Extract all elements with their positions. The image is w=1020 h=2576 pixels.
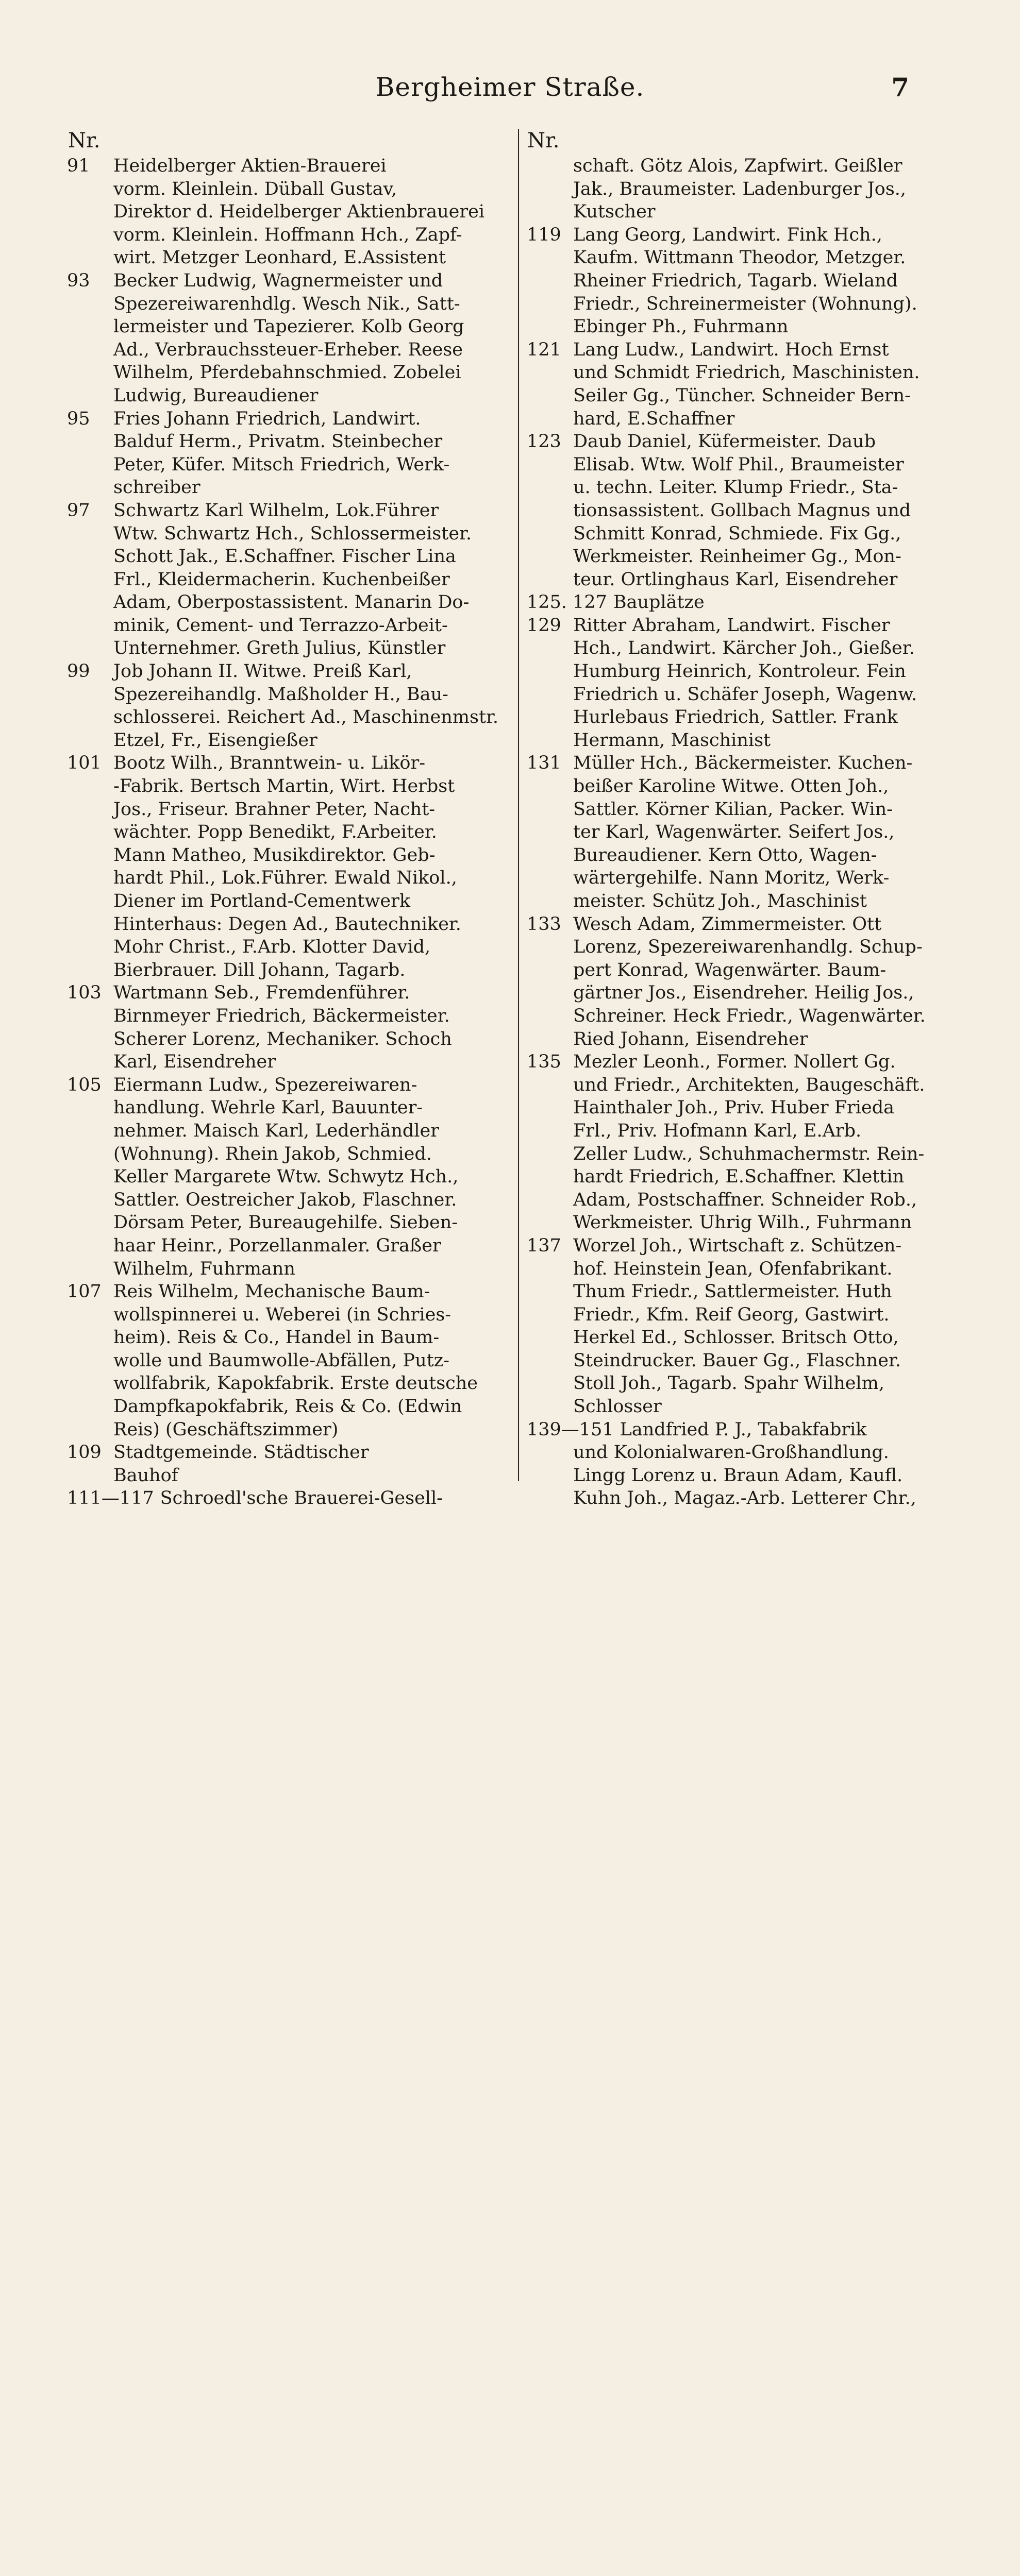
entry-line: vorm. Kleinlein. Hoffmann Hch., Zapf-	[113, 224, 462, 245]
entry-line: Lang Georg, Landwirt. Fink Hch.,	[573, 224, 882, 245]
entry-line: Schwartz Karl Wilhelm, Lok.Führer	[113, 500, 439, 521]
page-header	[0, 0, 1020, 134]
entry-line: Bauhof	[113, 1465, 178, 1486]
address-entry	[67, 1487, 510, 1510]
house-number: 93	[67, 270, 90, 291]
address-entry	[67, 499, 510, 660]
entry-line: Peter, Küfer. Mitsch Friedrich, Werk-	[113, 454, 450, 475]
entry-line: hardt Phil., Lok.Führer. Ewald Nikol.,	[113, 868, 457, 889]
address-entry	[527, 913, 960, 1051]
entry-line: Friedrich u. Schäfer Joseph, Wagenw.	[573, 684, 917, 705]
entry-line: Kuhn Joh., Magaz.-Arb. Letterer Chr.,	[573, 1488, 916, 1509]
entry-line: Frl., Priv. Hofmann Karl, E.Arb.	[573, 1120, 862, 1141]
entry-line: Bureaudiener. Kern Otto, Wagen-	[573, 844, 877, 866]
house-number: 105	[67, 1074, 102, 1095]
entry-line: schreiber	[113, 477, 200, 498]
column-divider	[518, 129, 519, 1481]
entry-line: Bootz Wilh., Branntwein- u. Likör-	[113, 753, 426, 774]
entry-line: wärtergehilfe. Nann Moritz, Werk-	[573, 868, 890, 889]
entry-line: Hch., Landwirt. Kärcher Joh., Gießer.	[573, 638, 915, 659]
entry-line: (Wohnung). Rhein Jakob, Schmied.	[113, 1143, 432, 1164]
entry-line: Jak., Braumeister. Ladenburger Jos.,	[573, 178, 907, 199]
entry-line: tionsassistent. Gollbach Magnus und	[573, 500, 911, 521]
entry-line: Kutscher	[573, 201, 656, 223]
entry-line: Worzel Joh., Wirtschaft z. Schützen-	[573, 1235, 902, 1256]
house-number: 123	[527, 431, 561, 452]
entry-line: Heidelberger Aktien-Brauerei	[113, 156, 387, 176]
entry-line: wollfabrik, Kapokfabrik. Erste deutsche	[113, 1373, 478, 1394]
entry-line: und Kolonialwaren-Großhandlung.	[573, 1442, 889, 1463]
entry-line: Diener im Portland-Cementwerk	[113, 891, 411, 911]
entry-line: und Schmidt Friedrich, Maschinisten.	[573, 362, 920, 383]
entry-line: Seiler Gg., Tüncher. Schneider Bern-	[573, 385, 911, 406]
entry-line: minik, Cement- und Terrazzo-Arbeit-	[113, 615, 448, 636]
entry-line: Rheiner Friedrich, Tagarb. Wieland	[573, 270, 898, 291]
entry-line: Zeller Ludw., Schuhmachermstr. Rein-	[573, 1143, 925, 1164]
entry-line: hard, E.Schaffner	[573, 408, 735, 429]
entry-line: Job Johann II. Witwe. Preiß Karl,	[113, 661, 412, 682]
entry-line: Werkmeister. Uhrig Wilh., Fuhrmann	[573, 1212, 912, 1233]
entry-line: Dörsam Peter, Bureaugehilfe. Sieben-	[113, 1212, 458, 1233]
house-number: 101	[67, 753, 102, 774]
entry-line: Bauplätze	[613, 592, 705, 613]
entry-line: pert Konrad, Wagenwärter. Baum-	[573, 959, 887, 980]
entry-line: Jos., Friseur. Brahner Peter, Nacht-	[113, 799, 436, 820]
entry-line: Spezereihandlg. Maßholder H., Bau-	[113, 684, 448, 705]
left-column-label: Nr.	[68, 129, 101, 152]
page-footer	[0, 1645, 1020, 1704]
entry-line: Ludwig, Bureaudiener	[113, 385, 319, 406]
address-entry	[67, 981, 510, 1073]
address-entry	[527, 591, 960, 614]
entry-line: Etzel, Fr., Eisengießer	[113, 730, 317, 751]
right-column	[527, 155, 960, 1510]
entry-line: Landfried P. J., Tabakfabrik	[620, 1419, 867, 1440]
entry-line: Schott Jak., E.Schaffner. Fischer Lina	[113, 546, 456, 567]
entry-line: Hainthaler Joh., Priv. Huber Frieda	[573, 1097, 894, 1118]
entry-line: Sattler. Oestreicher Jakob, Flaschner.	[113, 1189, 457, 1210]
address-entry	[527, 155, 960, 224]
entry-line: handlung. Wehrle Karl, Bauunter-	[113, 1097, 423, 1118]
house-number: 111—117	[67, 1488, 154, 1509]
entry-line: schlosserei. Reichert Ad., Maschinenmstr.	[113, 707, 499, 728]
entry-line: hardt Friedrich, E.Schaffner. Klettin	[573, 1166, 905, 1188]
entry-line: Friedr., Schreinermeister (Wohnung).	[573, 293, 917, 314]
entry-line: Schreiner. Heck Friedr., Wagenwärter.	[573, 1005, 926, 1026]
entry-line: Lang Ludw., Landwirt. Hoch Ernst	[573, 339, 889, 360]
entry-line: Kaufm. Wittmann Theodor, Metzger.	[573, 247, 906, 268]
house-number: 139—151	[527, 1419, 614, 1440]
entry-line: Wesch Adam, Zimmermeister. Ott	[573, 913, 882, 935]
address-entry	[527, 224, 960, 338]
entry-line: heim). Reis & Co., Handel in Baum-	[113, 1327, 440, 1348]
entry-line: Herkel Ed., Schlosser. Britsch Otto,	[573, 1327, 899, 1348]
entry-line: Sattler. Körner Kilian, Packer. Win-	[573, 799, 893, 820]
house-number: 97	[67, 500, 90, 521]
entry-line: Lingg Lorenz u. Braun Adam, Kaufl.	[573, 1465, 903, 1486]
entry-line: Mann Matheo, Musikdirektor. Geb-	[113, 844, 436, 866]
entry-line: u. techn. Leiter. Klump Friedr., Sta-	[573, 477, 898, 498]
entry-line: Stoll Joh., Tagarb. Spahr Wilhelm,	[573, 1373, 884, 1394]
entry-line: ter Karl, Wagenwärter. Seifert Jos.,	[573, 822, 895, 843]
address-entry	[67, 408, 510, 499]
entry-line: Balduf Herm., Privatm. Steinbecher	[113, 431, 443, 452]
entry-line: Humburg Heinrich, Kontroleur. Fein	[573, 661, 906, 682]
house-number: 135	[527, 1052, 561, 1073]
entry-line: Elisab. Wtw. Wolf Phil., Braumeister	[573, 454, 904, 475]
entry-line: vorm. Kleinlein. Düball Gustav,	[113, 178, 397, 199]
entry-line: Wilhelm, Pferdebahnschmied. Zobelei	[113, 362, 461, 383]
entry-line: Becker Ludwig, Wagnermeister und	[113, 270, 443, 291]
entry-line: Wilhelm, Fuhrmann	[113, 1258, 295, 1279]
right-column-label: Nr.	[527, 129, 560, 152]
entry-line: Ried Johann, Eisendreher	[573, 1028, 808, 1049]
entry-line: haar Heinr., Porzellanmaler. Graßer	[113, 1235, 441, 1256]
entry-line: Direktor d. Heidelberger Aktienbrauerei	[113, 201, 485, 223]
house-number: 133	[527, 913, 561, 935]
entry-line: Müller Hch., Bäckermeister. Kuchen-	[573, 753, 913, 774]
address-entry	[67, 1441, 510, 1487]
house-number: 107	[67, 1281, 102, 1302]
entry-line: Fries Johann Friedrich, Landwirt.	[113, 408, 421, 429]
entry-line: Keller Margarete Wtw. Schwytz Hch.,	[113, 1166, 459, 1188]
entry-line: Ebinger Ph., Fuhrmann	[573, 316, 789, 337]
entry-line: Eiermann Ludw., Spezereiwaren-	[113, 1074, 417, 1095]
address-entry	[67, 1280, 510, 1441]
address-entry	[527, 338, 960, 430]
entry-line: hof. Heinstein Jean, Ofenfabrikant.	[573, 1258, 893, 1279]
entry-line: Ritter Abraham, Landwirt. Fischer	[573, 615, 890, 636]
entry-line: Frl., Kleidermacherin. Kuchenbeißer	[113, 569, 450, 590]
entry-line: Werkmeister. Reinheimer Gg., Mon-	[573, 546, 901, 567]
entry-line: wolle und Baumwolle-Abfällen, Putz-	[113, 1350, 449, 1371]
house-number: 121	[527, 339, 561, 360]
house-number: 137	[527, 1235, 561, 1256]
address-entry	[67, 1074, 510, 1280]
entry-line: Ad., Verbrauchssteuer-Erheber. Reese	[113, 339, 463, 360]
entry-line: Reis) (Geschäftszimmer)	[113, 1419, 339, 1440]
entry-line: Spezereiwarenhdlg. Wesch Nik., Satt-	[113, 293, 460, 314]
entry-line: Mohr Christ., F.Arb. Klotter David,	[113, 937, 431, 958]
address-entry	[527, 430, 960, 591]
entry-line: beißer Karoline Witwe. Otten Joh.,	[573, 776, 889, 797]
address-entry	[67, 660, 510, 752]
house-number: 95	[67, 408, 90, 429]
entry-line: Thum Friedr., Sattlermeister. Huth	[573, 1281, 892, 1302]
entry-line: Hurlebaus Friedrich, Sattler. Frank	[573, 707, 898, 728]
entry-line: gärtner Jos., Eisendreher. Heilig Jos.,	[573, 982, 914, 1004]
entry-line: Adam, Postschaffner. Schneider Rob.,	[573, 1189, 917, 1210]
house-number: 125. 127	[527, 592, 607, 613]
entry-line: Reis Wilhelm, Mechanische Baum-	[113, 1281, 430, 1302]
left-column	[67, 155, 510, 1510]
running-title: Bergheimer Straße.	[375, 72, 645, 102]
entry-line: Hinterhaus: Degen Ad., Bautechniker.	[113, 913, 461, 935]
address-entry	[67, 269, 510, 408]
entry-line: Lorenz, Spezereiwarenhandlg. Schup-	[573, 937, 923, 958]
entry-line: Bierbrauer. Dill Johann, Tagarb.	[113, 959, 406, 980]
entry-line: Birnmeyer Friedrich, Bäckermeister.	[113, 1005, 450, 1026]
entry-line: wächter. Popp Benedikt, F.Arbeiter.	[113, 822, 437, 843]
house-number: 119	[527, 224, 561, 245]
entry-line: nehmer. Maisch Karl, Lederhändler	[113, 1120, 439, 1141]
house-number: 103	[67, 982, 102, 1004]
entry-line: Stadtgemeinde. Städtischer	[113, 1442, 369, 1463]
entry-line: und Friedr., Architekten, Baugeschäft.	[573, 1074, 925, 1095]
address-entry	[527, 752, 960, 912]
entry-line: Scherer Lorenz, Mechaniker. Schoch	[113, 1028, 452, 1049]
address-entry	[67, 752, 510, 981]
house-number: 99	[67, 661, 90, 682]
entry-line: Schmitt Konrad, Schmiede. Fix Gg.,	[573, 523, 901, 544]
page-number: 7	[891, 72, 909, 103]
address-entry	[527, 1234, 960, 1418]
entry-line: Steindrucker. Bauer Gg., Flaschner.	[573, 1350, 901, 1371]
entry-line: Wtw. Schwartz Hch., Schlossermeister.	[113, 523, 472, 544]
entry-line: Unternehmer. Greth Julius, Künstler	[113, 638, 446, 659]
entry-line: Daub Daniel, Küfermeister. Daub	[573, 431, 876, 452]
house-number: 109	[67, 1442, 102, 1463]
house-number: 131	[527, 753, 561, 774]
entry-line: Schlosser	[573, 1396, 662, 1417]
entry-line: Wartmann Seb., Fremdenführer.	[113, 982, 410, 1004]
entry-line: schaft. Götz Alois, Zapfwirt. Geißler	[573, 156, 902, 176]
address-entry	[527, 1418, 960, 1510]
house-number: 129	[527, 615, 561, 636]
entry-line: -Fabrik. Bertsch Martin, Wirt. Herbst	[113, 776, 455, 797]
entry-line: lermeister und Tapezierer. Kolb Georg	[113, 316, 464, 337]
entry-line: Adam, Oberpostassistent. Manarin Do-	[113, 592, 470, 613]
entry-line: Karl, Eisendreher	[113, 1052, 276, 1073]
entry-line: wollspinnerei u. Weberei (in Schries-	[113, 1304, 452, 1325]
address-entry	[67, 155, 510, 269]
entry-line: Friedr., Kfm. Reif Georg, Gastwirt.	[573, 1304, 890, 1325]
address-entry	[527, 614, 960, 752]
entry-line: wirt. Metzger Leonhard, E.Assistent	[113, 247, 446, 268]
address-entry	[527, 1050, 960, 1234]
house-number: 91	[67, 156, 90, 176]
entry-line: meister. Schütz Joh., Maschinist	[573, 891, 867, 911]
entry-line: Mezler Leonh., Former. Nollert Gg.	[573, 1052, 896, 1073]
entry-line: Hermann, Maschinist	[573, 730, 771, 751]
entry-line: Dampfkapokfabrik, Reis & Co. (Edwin	[113, 1396, 462, 1417]
entry-line: teur. Ortlinghaus Karl, Eisendreher	[573, 569, 898, 590]
entry-line: Schroedl'sche Brauerei-Gesell-	[160, 1488, 443, 1509]
